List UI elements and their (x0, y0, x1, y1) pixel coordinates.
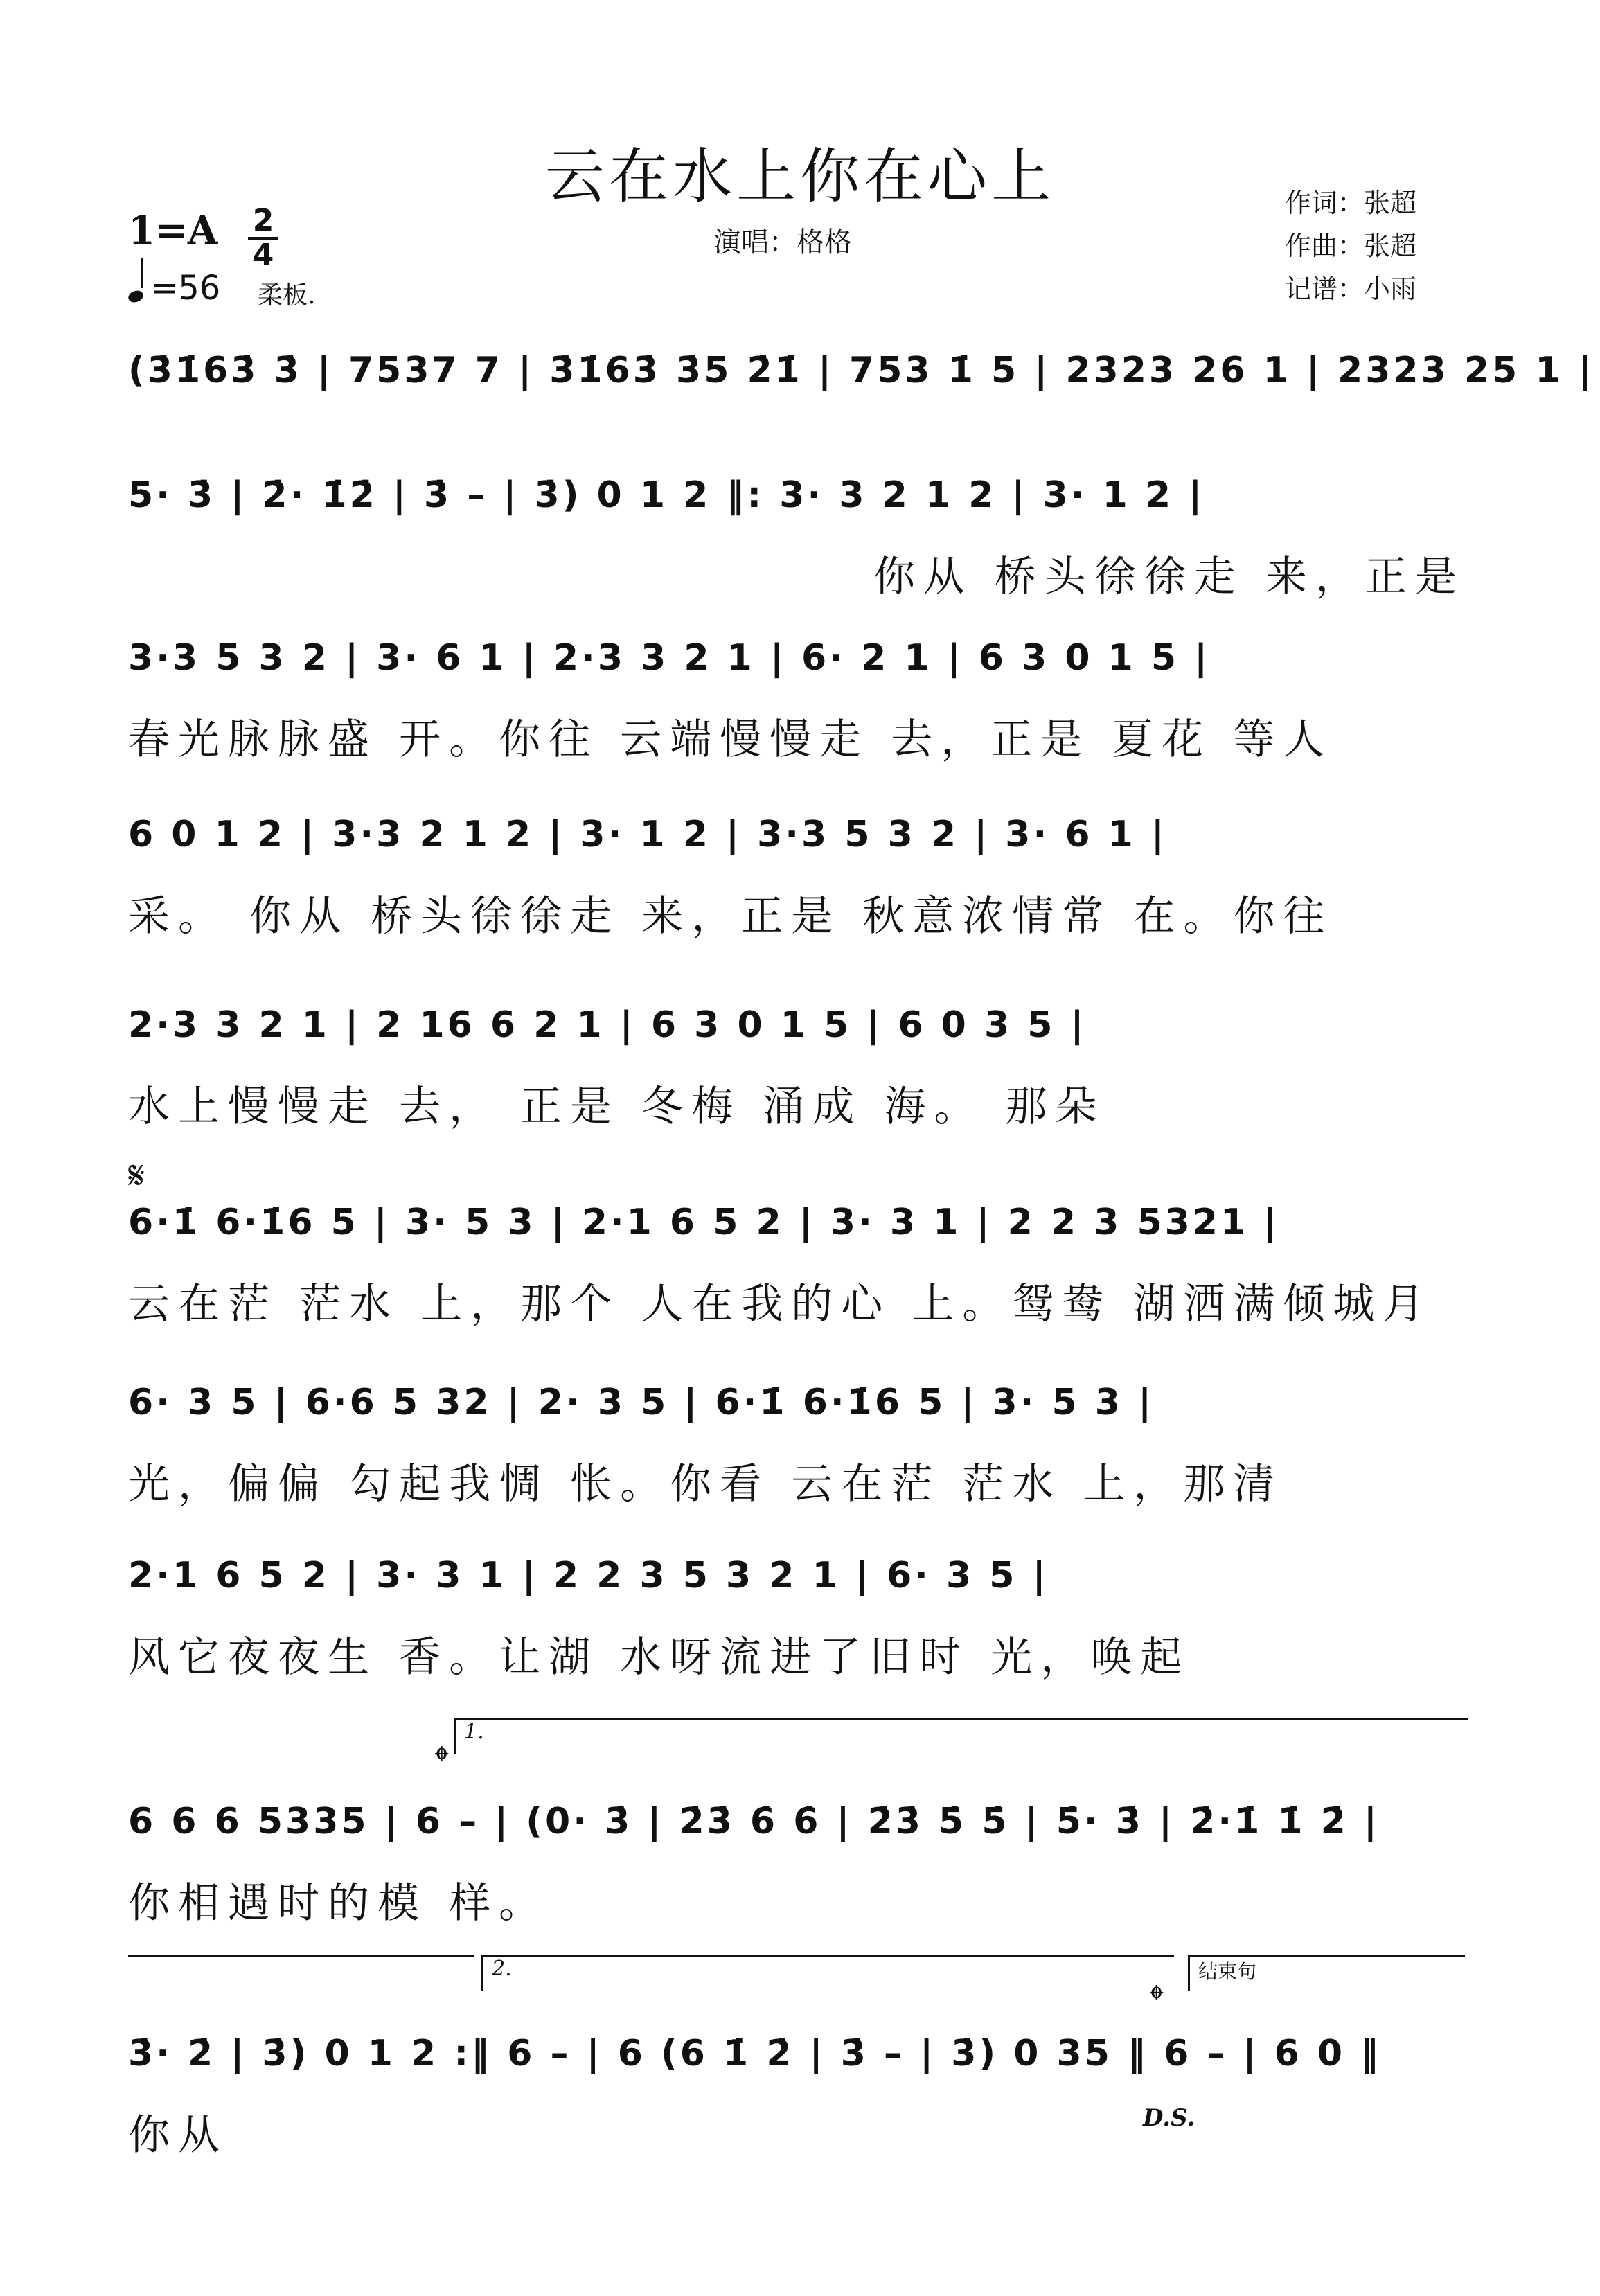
time-denominator: 4 (252, 238, 274, 273)
composer-text: 作曲：张超 (1285, 231, 1417, 261)
lyrics-line: 水上慢慢走 去， 正是 冬梅 涌成 海。 那朵 (128, 1083, 1105, 1131)
final-ending-label: 结束句 (1198, 1960, 1257, 1983)
notes-line: 2·3 3 2 1 | 2 16 6 2 1 | 6 3 0 1 5 | 6 0 3 5 | (128, 1004, 1087, 1046)
singer-credit: 演唱：格格 (713, 226, 852, 258)
second-ending-label: 2. (492, 1957, 512, 1981)
key-signature: 1=A (128, 208, 218, 253)
dal-segno-mark: D.S. (1143, 2104, 1195, 2132)
lyricist-credit (1285, 181, 1548, 224)
lyrics-line: 云在茫 茫水 上，那个 人在我的心 上。鸳鸯 湖洒满倾城月 (128, 1280, 1433, 1328)
first-ending-label: 1. (464, 1720, 484, 1744)
lyrics-line: 你相遇时的模 样。 (128, 1879, 549, 1928)
first-ending-continuation (128, 1955, 474, 1957)
notes-line: 6 6 6 5335 | 6 – | (0· 3̇ | 2̇3̇ 6̇ 6̇ | 2̇3̇ 5̇ 5̇ | 5̇· 3̇ | 2̇·1̇ 1̇ 2̇ | (128, 1801, 1380, 1842)
note-stem-icon (141, 258, 143, 288)
lyrics-line: 光，偏偏 勾起我惆 怅。你看 云在茫 茫水 上，那清 (128, 1460, 1283, 1509)
credits-block (1285, 181, 1548, 310)
transcriber-text: 记谱：小雨 (1285, 274, 1417, 304)
lyrics-line: 采。 你从 桥头徐徐走 来，正是 秋意浓情常 在。你往 (128, 892, 1333, 941)
composer-credit (1285, 224, 1548, 267)
notes-line: 3·3 5 3 2 | 3· 6 1 | 2·3 3 2 1 | 6· 2 1 | 6 3 0 1 5 | (128, 637, 1211, 679)
notes-line: 5· 3̇ | 2̇· 1̇2̇ | 3̇ – | 3̇) 0 1 2 ‖: 3· 3 2 1 2 | 3· 1 2 | (128, 474, 1205, 516)
tempo-value: =56 (150, 269, 221, 308)
tempo-marking (128, 269, 220, 308)
lyricist-text: 作词：张超 (1285, 188, 1417, 218)
lyrics-line: 你从 (128, 2111, 228, 2160)
segno-sign: 𝄋 (128, 1153, 145, 1198)
song-title: 云在水上你在心上 (545, 142, 1055, 211)
first-ending-bracket (454, 1718, 1468, 1754)
notes-line: (3̇1̇63̇ 3̇ | 7537 7 | 3̇1̇63̇ 3̇5 2̇1̇ | 753 1̇ 5 | 2323 26 1 | 2323 25 1 | (128, 350, 1594, 391)
coda-sign: 𝄌 (435, 1738, 449, 1783)
notes-line: 6·1̇ 6·1̇6 5 | 3· 5 3 | 2·1 6 5 2 | 3· 3 1 | 2 2 3 5321 | (128, 1202, 1280, 1243)
notes-line: 6· 3 5 | 6·6 5 32 | 2· 3 5 | 6·1̇ 6·1̇6 5 | 3· 5 3 | (128, 1382, 1155, 1423)
lyrics-line: 你从 桥头徐徐走 来，正是 (873, 553, 1465, 601)
notes-line: 6 0 1 2 | 3·3 2 1 2 | 3· 1 2 | 3·3 5 3 2 | 3· 6 1 | (128, 814, 1167, 855)
notes-line: 3̇· 2̇ | 3̇) 0 1 2 :‖ 6 – | 6 (6 1̇ 2̇ | 3̇ – | 3̇) 0 35 ‖ 6 – | 6 0 ‖ (128, 2033, 1382, 2074)
time-numerator: 2 (252, 203, 274, 238)
coda-sign-2: 𝄌 (1150, 1977, 1164, 2022)
lyrics-line: 风它夜夜生 香。让湖 水呀流进了旧时 光，唤起 (128, 1633, 1191, 1682)
second-ending-bracket (481, 1955, 1174, 1991)
notes-line: 2·1 6 5 2 | 3· 3 1 | 2 2 3 5 3 2 1 | 6· 3 5 | (128, 1555, 1049, 1596)
transcriber-credit (1285, 267, 1548, 310)
lyrics-line: 春光脉脉盛 开。你往 云端慢慢走 去，正是 夏花 等人 (128, 715, 1333, 764)
time-signature (248, 203, 278, 273)
expression-marking: 柔板. (258, 281, 316, 310)
quarter-note-icon (127, 289, 145, 305)
final-ending-bracket (1188, 1955, 1465, 1991)
